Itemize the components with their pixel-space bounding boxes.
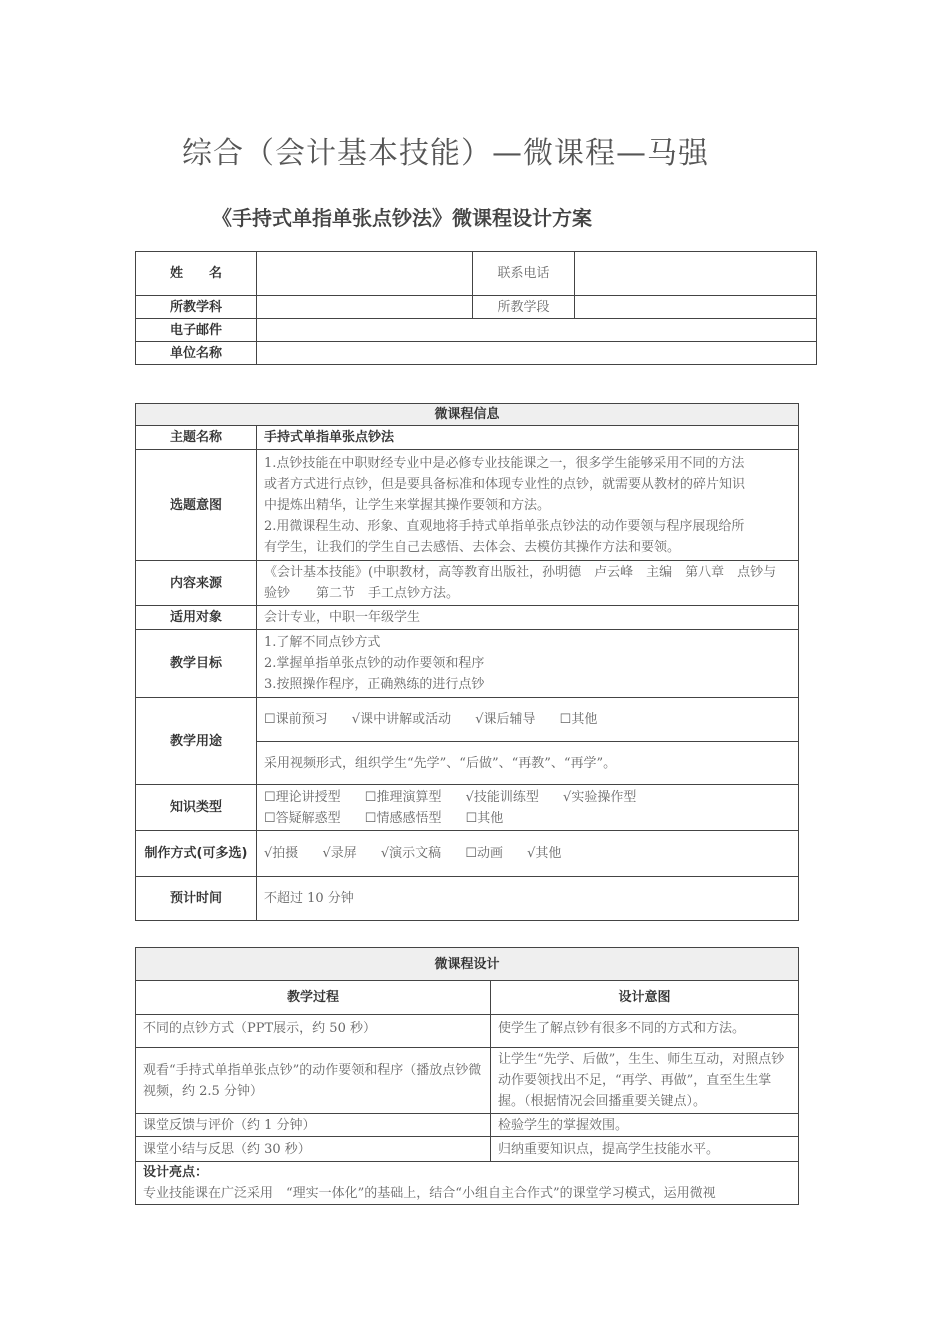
highlight-cell [136, 1162, 799, 1205]
intent-line: 2.用微课程生动、形象、直观地将手持式单指单张点钞法的动作要领与程序展现给所 [264, 518, 745, 534]
unit-field[interactable] [257, 342, 817, 365]
personal-info-table [135, 251, 817, 365]
intent-label: 选题意图 [136, 450, 257, 561]
intent-line: 或者方式进行点钞，但是要具备标准和体现专业性的点钞，就需要从教材的碎片知识 [264, 476, 746, 492]
subject-label: 所教学科 [136, 296, 257, 319]
source-line: 《会计基本技能》(中职教材，高等教育出版社，孙明德 卢云峰 主编 第八章 点钞与 [264, 565, 777, 580]
topic-value: 手持式单指单张点钞法 [257, 426, 799, 450]
use-note: 采用视频形式，组织学生“先学”、“后做”、“再教”、“再学”。 [257, 742, 799, 785]
phone-label: 联系电话 [473, 252, 575, 296]
method-label: 制作方式(可多选) [136, 831, 257, 877]
use-option-checkbox[interactable]: ☐课前预习 [264, 712, 328, 727]
grade-label: 所教学段 [473, 296, 575, 319]
phone-field[interactable] [575, 252, 817, 296]
type-label: 知识类型 [136, 785, 257, 831]
subject-field[interactable] [257, 296, 473, 319]
goal-line: 2.掌握单指单张点钞的动作要领和程序 [264, 656, 485, 671]
intent-text [257, 450, 799, 561]
process-cell: 观看“手持式单指单张点钞”的动作要领和程序（播放点钞微视频，约 2.5 分钟） [136, 1048, 491, 1114]
type-option-checkbox[interactable]: ☐答疑解惑型 [264, 810, 341, 826]
email-field[interactable] [257, 319, 817, 342]
time-label: 预计时间 [136, 877, 257, 921]
use-option-checkbox[interactable]: √课中讲解或活动 [351, 712, 452, 727]
goal-line: 1.了解不同点钞方式 [264, 635, 381, 650]
method-option-checkbox[interactable]: √拍摄 [264, 846, 299, 861]
intent-column-header: 设计意图 [491, 981, 799, 1015]
source-line: 验钞 第二节 手工点钞方法。 [264, 586, 460, 601]
method-options [257, 831, 799, 877]
topic-label: 主题名称 [136, 426, 257, 450]
use-option-checkbox[interactable]: ☐其他 [559, 712, 598, 727]
process-cell: 课堂小结与反思（约 30 秒） [136, 1137, 491, 1162]
method-option-checkbox[interactable]: √录屏 [322, 846, 357, 861]
intent-line: 有学生，让我们的学生自己去感悟、去体会、去模仿其操作方法和要领。 [264, 539, 681, 555]
use-options [257, 698, 799, 742]
goal-line: 3.按照操作程序，正确熟练的进行点钞 [264, 677, 485, 692]
name-field[interactable] [257, 252, 473, 296]
time-value: 不超过 10 分钟 [257, 877, 799, 921]
intent-line: 中提炼出精华，让学生来掌握其操作要领和方法。 [264, 497, 551, 513]
goal-label: 教学目标 [136, 630, 257, 698]
highlight-text: 专业技能课在广泛采用 “理实一体化”的基础上，结合“小组自主合作式”的课堂学习模式，运用微视 [143, 1186, 716, 1201]
intent-cell: 使学生了解点钞有很多不同的方式和方法。 [491, 1015, 799, 1048]
type-option-checkbox[interactable]: ☐情感感悟型 [364, 810, 442, 826]
intent-line: 1.点钞技能在中职财经专业中是必修专业技能课之一，很多学生能够采用不同的方法 [264, 455, 745, 471]
goal-text [257, 630, 799, 698]
audience-value: 会计专业，中职一年级学生 [257, 606, 799, 630]
audience-label: 适用对象 [136, 606, 257, 630]
type-option-checkbox[interactable]: ☐推理演算型 [364, 789, 442, 805]
use-label: 教学用途 [136, 698, 257, 785]
process-column-header: 教学过程 [136, 981, 491, 1015]
intent-cell: 让学生“先学、后做”，生生、师生互动，对照点钞动作要领找出不足，“再学、再做”，直至生生掌握。（根据情况会回播重要关键点）。 [491, 1048, 799, 1114]
process-cell: 不同的点钞方式（PPT展示，约 50 秒） [136, 1015, 491, 1048]
type-option-checkbox[interactable]: √技能训练型 [465, 789, 539, 805]
method-option-checkbox[interactable]: √其他 [527, 846, 562, 861]
type-option-checkbox[interactable]: √实验操作型 [563, 789, 637, 805]
source-label: 内容来源 [136, 561, 257, 606]
course-design-table [135, 947, 799, 1205]
course-info-header: 微课程信息 [136, 404, 799, 426]
type-option-checkbox[interactable]: ☐理论讲授型 [264, 789, 341, 805]
intent-cell: 检验学生的掌握效围。 [491, 1114, 799, 1137]
use-option-checkbox[interactable]: √课后辅导 [475, 712, 536, 727]
process-cell: 课堂反馈与评价（约 1 分钟） [136, 1114, 491, 1137]
type-option-checkbox[interactable]: ☐其他 [465, 810, 504, 826]
email-label: 电子邮件 [136, 319, 257, 342]
course-design-header: 微课程设计 [136, 948, 799, 981]
page-title: 综合（会计基本技能）—微课程—马强 [182, 136, 709, 171]
method-option-checkbox[interactable]: √演示文稿 [380, 846, 442, 861]
page-subtitle: 《手持式单指单张点钞法》微课程设计方案 [212, 206, 592, 230]
method-option-checkbox[interactable]: ☐动画 [465, 846, 503, 861]
highlight-label: 设计亮点： [143, 1165, 209, 1180]
grade-field[interactable] [575, 296, 817, 319]
unit-label: 单位名称 [136, 342, 257, 365]
intent-cell: 归纳重要知识点，提高学生技能水平。 [491, 1137, 799, 1162]
name-label: 姓 名 [136, 252, 257, 296]
type-options [257, 785, 799, 831]
source-text [257, 561, 799, 606]
course-info-table [135, 403, 799, 921]
